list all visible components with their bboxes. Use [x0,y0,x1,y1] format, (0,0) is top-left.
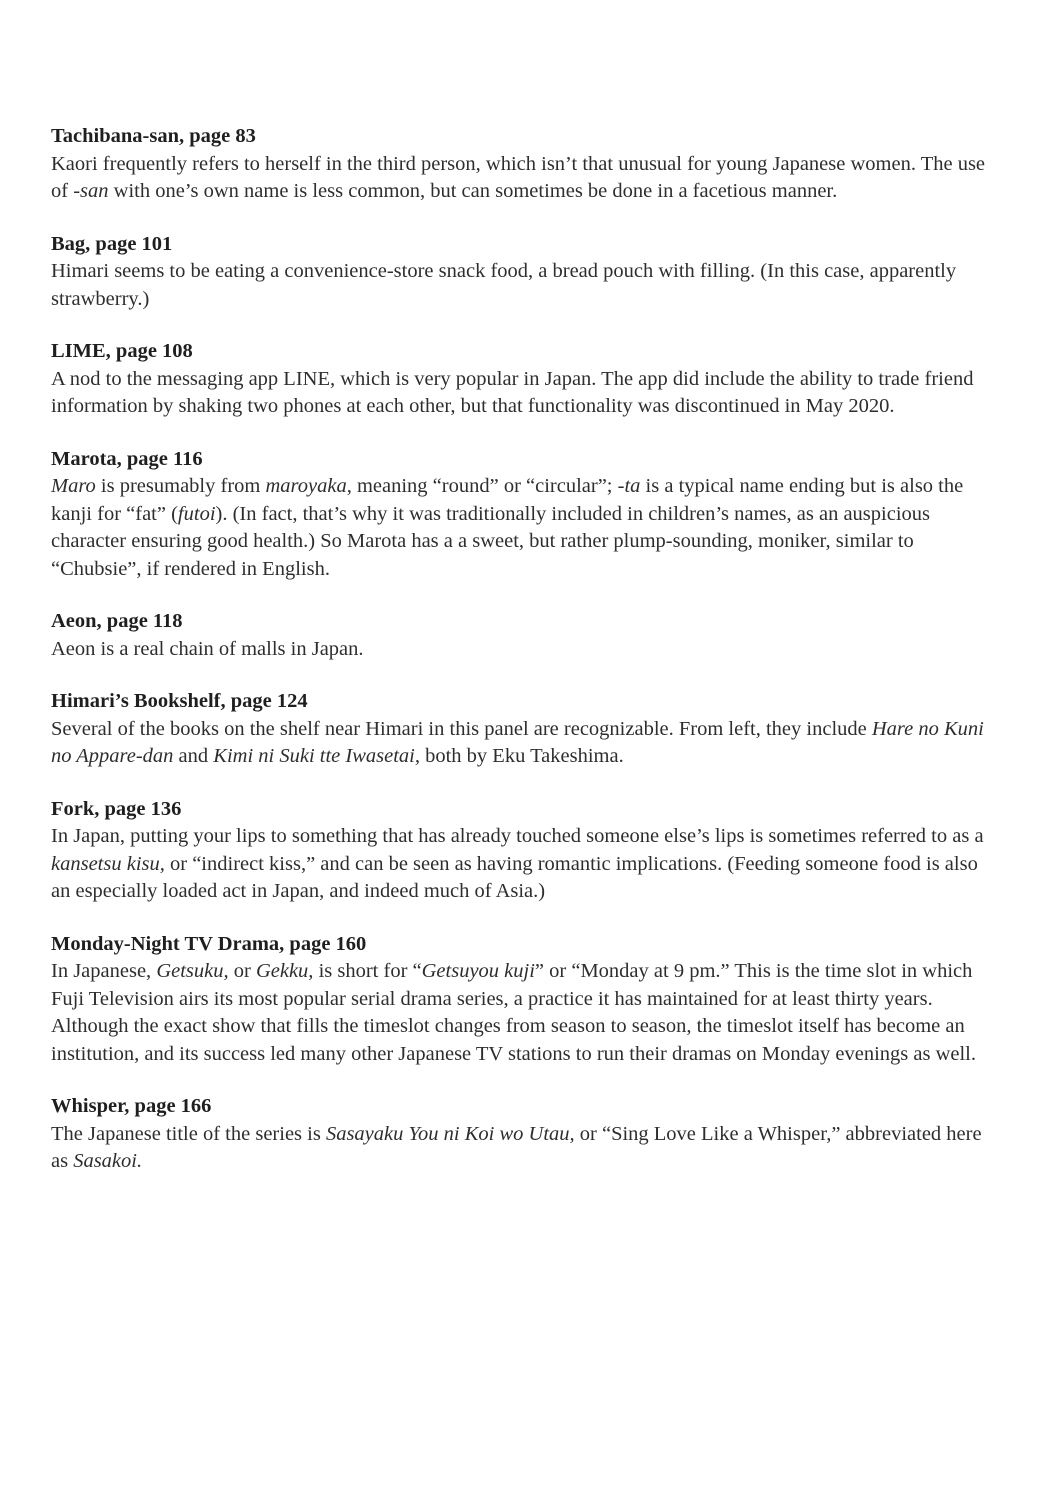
note-body-text: A nod to the messaging app LINE, which is very popular in Japan. The app did include the ability to trade friend information by shaking two phones at each other, but that functionality was discontinued in May 2020. [51,367,974,417]
note-body-text: both by Eku Takeshima. [419,745,624,767]
note-body [51,958,991,1068]
note-body-text: Aeon is a real chain of malls in Japan. [51,637,364,660]
note-body-text: or “indirect kiss,” and can be seen as having romantic implications. (Feeding someone food is also an especially loaded act in Japan, and indeed much of Asia.) [51,852,978,902]
note-body-italic-term: Kimi ni Suki tte Iwasetai, [213,745,420,767]
note-body-italic-term: maroyaka, [265,475,352,497]
note-body-text: Kaori frequently refers to herself in the third person, which isn’t that unusual for young Japanese women. The use of [51,152,986,202]
note-item [51,688,991,771]
note-body-text: ). (In fact, that’s why it was traditionally included in children’s names, as an auspicious character ensuring good health.) So Marota has a a sweet, but rather plump-sounding, moniker, similar to “Chubsie”, if rendered in English. [51,502,930,580]
translation-notes-page [51,123,991,1201]
note-title: Himari’s Bookshelf, page 124 [51,690,308,712]
note-body [51,258,991,313]
note-body-italic-term: Getsuku, [156,960,229,982]
note-title: LIME, page 108 [51,340,193,362]
note-body-text: ” or “Monday at 9 pm.” This is the time slot in which Fuji Television airs its most popular serial drama series, a practice it has maintained for at least thirty years. Although the exact show that fills the timeslot changes from season to season, the timeslot itself has become an institution, and its success led many other Japanese TV stations to run their dramas on Monday evenings as well. [51,960,976,1065]
note-body-text: is presumably from [95,475,266,497]
note-title: Monday-Night TV Drama, page 160 [51,932,367,955]
note-body-italic-term: futoi [177,502,216,525]
note-item [51,338,991,421]
note-body-italic-term: Sasayaku You ni Koi wo Utau, [325,1122,575,1145]
note-body [51,823,991,906]
note-title: Fork, page 136 [51,797,182,820]
note-body-italic-term: Maro [51,475,96,497]
note-body-text: meaning “round” or “circular”; [351,475,618,497]
notes-list [51,123,991,1176]
note-body-italic-term: Sasakoi. [73,1150,143,1172]
note-body [51,636,991,664]
note-body [51,473,991,583]
note-body-text: In Japanese, [51,960,157,982]
note-body-text: Himari seems to be eating a convenience-store snack food, a bread pouch with filling. (In this case, apparently strawberry.) [51,260,957,310]
note-body-italic-term: kansetsu kisu, [51,852,165,875]
note-body-italic-term: Hare no Kuni no Appare-dan [51,717,984,767]
note-body-text: with one’s own name is less common, but can sometimes be done in a facetious manner. [108,180,838,202]
note-body [51,151,991,206]
note-body-text: The Japanese title of the series is [51,1122,326,1145]
note-title: Marota, page 116 [51,447,203,470]
note-body-italic-term: -ta [617,475,641,497]
note-body-text: and [173,745,214,767]
note-item [51,446,991,584]
note-item [51,931,991,1069]
note-body-text: or [228,960,256,982]
note-item [51,1093,991,1176]
note-item [51,796,991,906]
note-item [51,123,991,206]
note-body-text: In Japan, putting your lips to something that has already touched someone else’s lips is sometimes referred to as a [51,825,984,847]
note-item [51,231,991,314]
note-body-text: Several of the books on the shelf near Himari in this panel are recognizable. From left, they include [51,717,872,740]
note-body [51,716,991,771]
note-body-text: is a typical name ending but is also the kanji for “fat” ( [51,475,964,525]
note-body-text: is short for “ [313,960,422,982]
note-title: Tachibana-san, page 83 [51,125,256,147]
note-body-text: or “Sing Love Like a Whisper,” abbreviated here as [51,1122,982,1172]
note-title: Bag, page 101 [51,232,173,255]
note-body-italic-term: Gekku, [255,960,314,982]
note-body-italic-term: Getsuyou kuji [421,960,535,982]
note-body [51,366,991,421]
note-body [51,1121,991,1176]
note-body-italic-term: -san [73,180,109,202]
note-item [51,608,991,663]
note-title: Whisper, page 166 [51,1095,212,1117]
note-title: Aeon, page 118 [51,610,183,632]
